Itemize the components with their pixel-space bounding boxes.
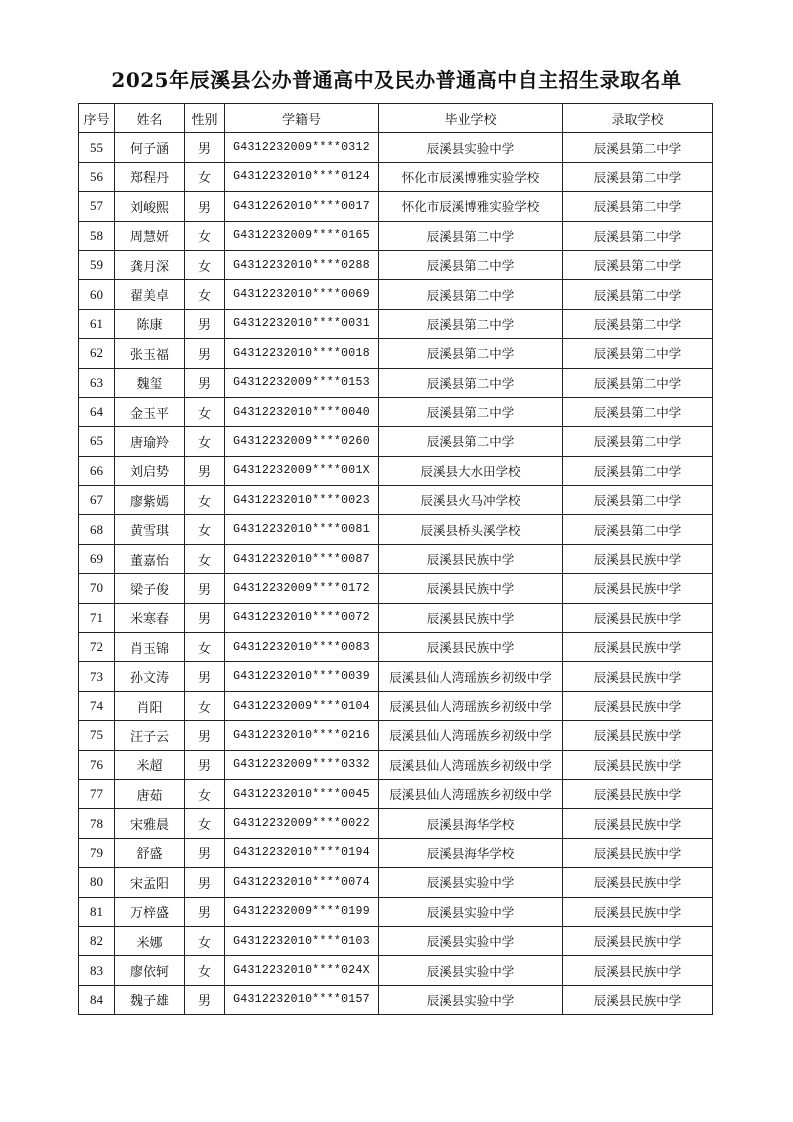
student-id: G4312232010****0124 xyxy=(225,162,379,191)
admission-table xyxy=(78,103,713,1015)
admitted-school: 辰溪县民族中学 xyxy=(563,574,713,603)
admitted-school: 辰溪县第二中学 xyxy=(563,221,713,250)
graduation-school: 辰溪县民族中学 xyxy=(379,603,563,632)
row-index: 78 xyxy=(79,809,115,838)
student-name: 米寒春 xyxy=(115,603,185,632)
table-row xyxy=(79,192,713,221)
student-name: 廖紫嫣 xyxy=(115,486,185,515)
column-header-graduation-school: 毕业学校 xyxy=(379,104,563,133)
student-id: G4312232010****0083 xyxy=(225,633,379,662)
student-id: G4312232010****0288 xyxy=(225,250,379,279)
graduation-school: 辰溪县实验中学 xyxy=(379,868,563,897)
student-gender: 男 xyxy=(185,603,225,632)
table-row xyxy=(79,515,713,544)
student-gender: 男 xyxy=(185,309,225,338)
student-id: G4312232010****0103 xyxy=(225,926,379,955)
student-id: G4312232010****024X xyxy=(225,956,379,985)
table-row xyxy=(79,868,713,897)
student-gender: 男 xyxy=(185,721,225,750)
student-name: 陈康 xyxy=(115,309,185,338)
row-index: 80 xyxy=(79,868,115,897)
student-id: G4312232009****0022 xyxy=(225,809,379,838)
row-index: 84 xyxy=(79,985,115,1014)
student-gender: 女 xyxy=(185,956,225,985)
graduation-school: 辰溪县仙人湾瑶族乡初级中学 xyxy=(379,721,563,750)
student-id: G4312232010****0045 xyxy=(225,779,379,808)
admitted-school: 辰溪县第二中学 xyxy=(563,280,713,309)
graduation-school: 辰溪县民族中学 xyxy=(379,544,563,573)
row-index: 64 xyxy=(79,397,115,426)
admitted-school: 辰溪县民族中学 xyxy=(563,779,713,808)
table-row xyxy=(79,368,713,397)
student-gender: 女 xyxy=(185,779,225,808)
student-name: 刘峻熙 xyxy=(115,192,185,221)
row-index: 76 xyxy=(79,750,115,779)
student-id: G4312232009****0332 xyxy=(225,750,379,779)
table-row xyxy=(79,633,713,662)
student-name: 周慧妍 xyxy=(115,221,185,250)
student-name: 梁子俊 xyxy=(115,574,185,603)
table-row xyxy=(79,721,713,750)
graduation-school: 辰溪县海华学校 xyxy=(379,838,563,867)
column-header-index: 序号 xyxy=(79,104,115,133)
table-row xyxy=(79,162,713,191)
student-gender: 男 xyxy=(185,192,225,221)
graduation-school: 辰溪县仙人湾瑶族乡初级中学 xyxy=(379,662,563,691)
graduation-school: 辰溪县第二中学 xyxy=(379,368,563,397)
admitted-school: 辰溪县民族中学 xyxy=(563,633,713,662)
table-row xyxy=(79,456,713,485)
student-gender: 女 xyxy=(185,162,225,191)
row-index: 68 xyxy=(79,515,115,544)
graduation-school: 辰溪县海华学校 xyxy=(379,809,563,838)
row-index: 56 xyxy=(79,162,115,191)
row-index: 71 xyxy=(79,603,115,632)
row-index: 75 xyxy=(79,721,115,750)
admitted-school: 辰溪县民族中学 xyxy=(563,985,713,1014)
table-row xyxy=(79,309,713,338)
student-gender: 男 xyxy=(185,133,225,162)
admitted-school: 辰溪县第二中学 xyxy=(563,133,713,162)
student-id: G4312232010****0157 xyxy=(225,985,379,1014)
student-name: 米超 xyxy=(115,750,185,779)
student-gender: 女 xyxy=(185,486,225,515)
student-name: 金玉平 xyxy=(115,397,185,426)
graduation-school: 辰溪县火马冲学校 xyxy=(379,486,563,515)
student-name: 龚月深 xyxy=(115,250,185,279)
admitted-school: 辰溪县民族中学 xyxy=(563,721,713,750)
table-row xyxy=(79,544,713,573)
row-index: 62 xyxy=(79,339,115,368)
student-id: G4312232009****0312 xyxy=(225,133,379,162)
student-id: G4312262010****0017 xyxy=(225,192,379,221)
student-id: G4312232010****0216 xyxy=(225,721,379,750)
graduation-school: 辰溪县实验中学 xyxy=(379,133,563,162)
table-row xyxy=(79,809,713,838)
admitted-school: 辰溪县民族中学 xyxy=(563,956,713,985)
student-name: 黄雪琪 xyxy=(115,515,185,544)
row-index: 69 xyxy=(79,544,115,573)
student-name: 翟美卓 xyxy=(115,280,185,309)
student-gender: 女 xyxy=(185,809,225,838)
row-index: 67 xyxy=(79,486,115,515)
student-gender: 男 xyxy=(185,838,225,867)
student-gender: 男 xyxy=(185,339,225,368)
student-id: G4312232009****001X xyxy=(225,456,379,485)
row-index: 72 xyxy=(79,633,115,662)
student-id: G4312232009****0199 xyxy=(225,897,379,926)
admitted-school: 辰溪县第二中学 xyxy=(563,339,713,368)
row-index: 83 xyxy=(79,956,115,985)
graduation-school: 辰溪县民族中学 xyxy=(379,633,563,662)
graduation-school: 辰溪县仙人湾瑶族乡初级中学 xyxy=(379,691,563,720)
row-index: 70 xyxy=(79,574,115,603)
column-header-admitted-school: 录取学校 xyxy=(563,104,713,133)
graduation-school: 辰溪县实验中学 xyxy=(379,985,563,1014)
graduation-school: 辰溪县第二中学 xyxy=(379,250,563,279)
student-id: G4312232009****0172 xyxy=(225,574,379,603)
student-id: G4312232009****0153 xyxy=(225,368,379,397)
row-index: 81 xyxy=(79,897,115,926)
admitted-school: 辰溪县民族中学 xyxy=(563,838,713,867)
student-name: 汪子云 xyxy=(115,721,185,750)
student-name: 唐瑜羚 xyxy=(115,427,185,456)
student-id: G4312232010****0069 xyxy=(225,280,379,309)
student-name: 郑程丹 xyxy=(115,162,185,191)
student-id: G4312232010****0031 xyxy=(225,309,379,338)
student-id: G4312232009****0260 xyxy=(225,427,379,456)
student-id: G4312232009****0165 xyxy=(225,221,379,250)
table-body xyxy=(79,133,713,1015)
table-row xyxy=(79,985,713,1014)
student-id: G4312232010****0039 xyxy=(225,662,379,691)
graduation-school: 辰溪县仙人湾瑶族乡初级中学 xyxy=(379,779,563,808)
graduation-school: 辰溪县第二中学 xyxy=(379,221,563,250)
student-gender: 女 xyxy=(185,427,225,456)
row-index: 74 xyxy=(79,691,115,720)
admitted-school: 辰溪县民族中学 xyxy=(563,544,713,573)
student-gender: 女 xyxy=(185,397,225,426)
admitted-school: 辰溪县第二中学 xyxy=(563,397,713,426)
admitted-school: 辰溪县民族中学 xyxy=(563,750,713,779)
student-name: 肖玉锦 xyxy=(115,633,185,662)
admitted-school: 辰溪县民族中学 xyxy=(563,662,713,691)
admitted-school: 辰溪县民族中学 xyxy=(563,926,713,955)
column-header-gender: 性别 xyxy=(185,104,225,133)
student-name: 董嘉怡 xyxy=(115,544,185,573)
row-index: 61 xyxy=(79,309,115,338)
table-row xyxy=(79,956,713,985)
table-row xyxy=(79,133,713,162)
student-gender: 男 xyxy=(185,897,225,926)
table-row xyxy=(79,339,713,368)
admitted-school: 辰溪县第二中学 xyxy=(563,427,713,456)
graduation-school: 辰溪县大水田学校 xyxy=(379,456,563,485)
student-gender: 女 xyxy=(185,221,225,250)
table-row xyxy=(79,397,713,426)
row-index: 79 xyxy=(79,838,115,867)
student-name: 廖依轲 xyxy=(115,956,185,985)
student-gender: 男 xyxy=(185,456,225,485)
student-name: 唐茹 xyxy=(115,779,185,808)
graduation-school: 辰溪县仙人湾瑶族乡初级中学 xyxy=(379,750,563,779)
row-index: 73 xyxy=(79,662,115,691)
row-index: 82 xyxy=(79,926,115,955)
graduation-school: 辰溪县第二中学 xyxy=(379,339,563,368)
row-index: 60 xyxy=(79,280,115,309)
row-index: 65 xyxy=(79,427,115,456)
table-row xyxy=(79,750,713,779)
graduation-school: 辰溪县实验中学 xyxy=(379,897,563,926)
column-header-name: 姓名 xyxy=(115,104,185,133)
student-gender: 女 xyxy=(185,250,225,279)
student-name: 肖阳 xyxy=(115,691,185,720)
admitted-school: 辰溪县民族中学 xyxy=(563,897,713,926)
admitted-school: 辰溪县民族中学 xyxy=(563,868,713,897)
column-header-student-id: 学籍号 xyxy=(225,104,379,133)
admitted-school: 辰溪县第二中学 xyxy=(563,515,713,544)
table-row xyxy=(79,779,713,808)
graduation-school: 怀化市辰溪博雅实验学校 xyxy=(379,192,563,221)
student-id: G4312232010****0023 xyxy=(225,486,379,515)
student-id: G4312232010****0194 xyxy=(225,838,379,867)
student-id: G4312232010****0072 xyxy=(225,603,379,632)
student-gender: 男 xyxy=(185,574,225,603)
student-gender: 男 xyxy=(185,985,225,1014)
admitted-school: 辰溪县民族中学 xyxy=(563,691,713,720)
admitted-school: 辰溪县第二中学 xyxy=(563,250,713,279)
student-name: 米娜 xyxy=(115,926,185,955)
graduation-school: 怀化市辰溪博雅实验学校 xyxy=(379,162,563,191)
student-gender: 女 xyxy=(185,280,225,309)
table-row xyxy=(79,897,713,926)
student-gender: 男 xyxy=(185,750,225,779)
student-gender: 女 xyxy=(185,926,225,955)
document-title: 2025年辰溪县公办普通高中及民办普通高中自主招生录取名单 xyxy=(111,68,682,92)
graduation-school: 辰溪县第二中学 xyxy=(379,427,563,456)
student-name: 魏玺 xyxy=(115,368,185,397)
row-index: 58 xyxy=(79,221,115,250)
student-id: G4312232010****0081 xyxy=(225,515,379,544)
admitted-school: 辰溪县第二中学 xyxy=(563,162,713,191)
student-gender: 女 xyxy=(185,515,225,544)
student-gender: 男 xyxy=(185,368,225,397)
graduation-school: 辰溪县桥头溪学校 xyxy=(379,515,563,544)
table-row xyxy=(79,221,713,250)
student-name: 刘启势 xyxy=(115,456,185,485)
row-index: 55 xyxy=(79,133,115,162)
table-row xyxy=(79,838,713,867)
student-name: 何子涵 xyxy=(115,133,185,162)
admitted-school: 辰溪县民族中学 xyxy=(563,603,713,632)
student-id: G4312232010****0018 xyxy=(225,339,379,368)
graduation-school: 辰溪县实验中学 xyxy=(379,926,563,955)
table-header-row xyxy=(79,104,713,133)
admitted-school: 辰溪县第二中学 xyxy=(563,192,713,221)
student-id: G4312232010****0040 xyxy=(225,397,379,426)
table-row xyxy=(79,691,713,720)
graduation-school: 辰溪县第二中学 xyxy=(379,309,563,338)
row-index: 59 xyxy=(79,250,115,279)
student-gender: 女 xyxy=(185,691,225,720)
admitted-school: 辰溪县第二中学 xyxy=(563,368,713,397)
student-gender: 男 xyxy=(185,662,225,691)
student-name: 舒盛 xyxy=(115,838,185,867)
row-index: 77 xyxy=(79,779,115,808)
admitted-school: 辰溪县第二中学 xyxy=(563,309,713,338)
student-gender: 男 xyxy=(185,868,225,897)
graduation-school: 辰溪县实验中学 xyxy=(379,956,563,985)
student-gender: 女 xyxy=(185,544,225,573)
student-name: 孙文涛 xyxy=(115,662,185,691)
table-row xyxy=(79,280,713,309)
student-name: 宋雅晨 xyxy=(115,809,185,838)
admitted-school: 辰溪县民族中学 xyxy=(563,809,713,838)
student-name: 万梓盛 xyxy=(115,897,185,926)
admitted-school: 辰溪县第二中学 xyxy=(563,486,713,515)
student-id: G4312232009****0104 xyxy=(225,691,379,720)
graduation-school: 辰溪县第二中学 xyxy=(379,280,563,309)
table-row xyxy=(79,486,713,515)
table-row xyxy=(79,250,713,279)
row-index: 57 xyxy=(79,192,115,221)
student-name: 宋孟阳 xyxy=(115,868,185,897)
student-name: 魏子雄 xyxy=(115,985,185,1014)
table-row xyxy=(79,662,713,691)
student-id: G4312232010****0074 xyxy=(225,868,379,897)
student-name: 张玉福 xyxy=(115,339,185,368)
admitted-school: 辰溪县第二中学 xyxy=(563,456,713,485)
student-id: G4312232010****0087 xyxy=(225,544,379,573)
row-index: 63 xyxy=(79,368,115,397)
table-row xyxy=(79,427,713,456)
table-row xyxy=(79,574,713,603)
row-index: 66 xyxy=(79,456,115,485)
table-row xyxy=(79,603,713,632)
table-row xyxy=(79,926,713,955)
graduation-school: 辰溪县民族中学 xyxy=(379,574,563,603)
graduation-school: 辰溪县第二中学 xyxy=(379,397,563,426)
student-gender: 女 xyxy=(185,633,225,662)
